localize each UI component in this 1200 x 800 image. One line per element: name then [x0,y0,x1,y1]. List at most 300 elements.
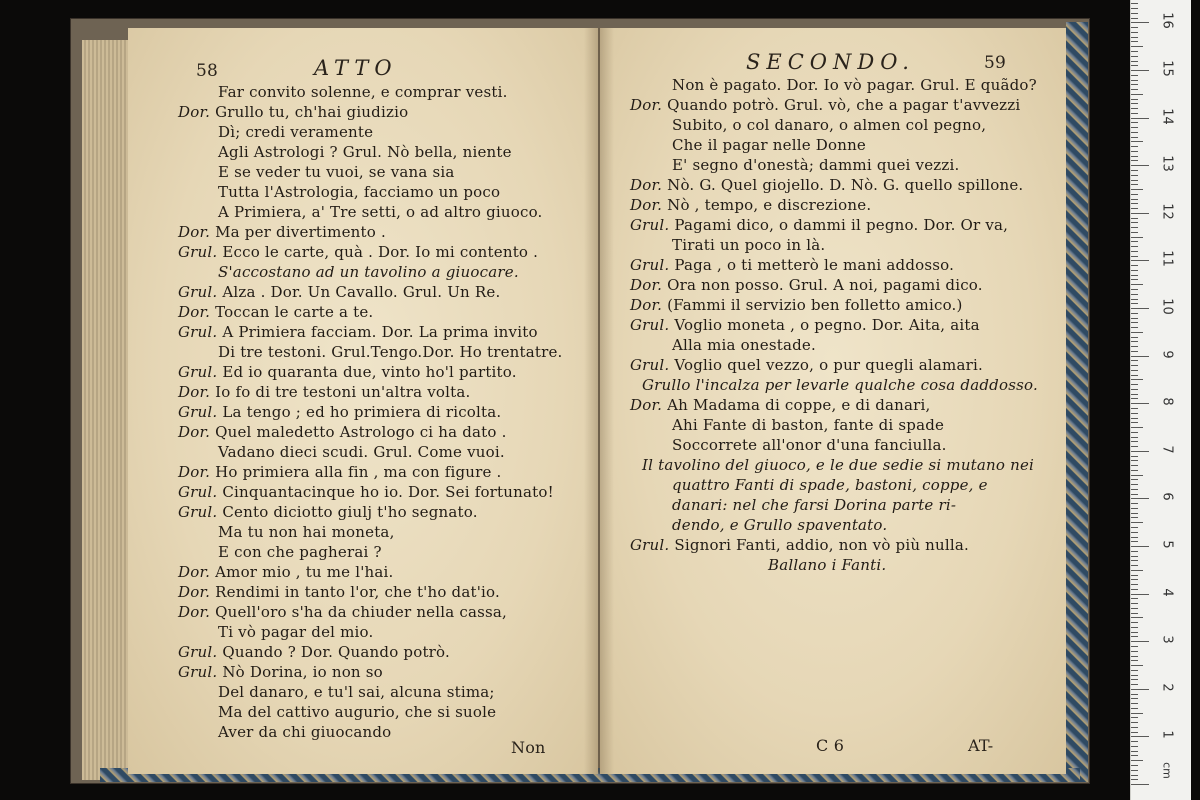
speaker-label: Dor. [178,463,211,481]
line-text: Ho primiera alla fin , ma con figure . [215,463,502,481]
ruler-tick [1131,265,1138,266]
line-text: Alza . Dor. Un Cavallo. Grul. Un Re. [222,283,501,301]
ruler-tick [1131,632,1138,633]
ruler-tick [1131,475,1143,476]
ruler-tick [1131,627,1138,628]
right-line-4 [672,135,866,155]
ruler-number: 11 [1159,250,1175,268]
ruler-tick [1131,322,1138,323]
ruler-tick [1131,222,1138,223]
speaker-label: Dor. [630,176,663,194]
ruler-tick [1131,8,1138,9]
ruler-tick [1131,665,1143,666]
line-text: Quando ? Dor. Quando potrò. [222,643,450,661]
ruler-tick [1131,199,1138,200]
ruler-tick [1131,270,1138,271]
ruler-tick [1131,132,1138,133]
ruler-tick [1131,337,1138,338]
line-text: Che il pagar nelle Donne [672,136,867,154]
ruler-tick [1131,37,1138,38]
ruler-tick [1131,670,1138,671]
ruler-number: 7 [1159,445,1175,454]
left-line-8 [178,222,386,242]
ruler-tick [1131,717,1138,718]
speaker-label: Dor. [178,423,211,441]
left-line-21 [178,482,554,502]
ruler-tick [1131,775,1138,776]
ruler-tick [1131,313,1138,314]
line-text: Tutta l'Astrologia, facciamo un poco [218,183,501,201]
line-text: Soccorrete all'onor d'una fanciulla. [672,436,947,454]
line-text: Paga , o ti metterò le mani addosso. [674,256,955,274]
speaker-label: Grul. [630,356,670,374]
ruler-tick [1131,165,1149,166]
right-line-2 [630,95,1020,115]
ruler-tick [1131,260,1149,261]
ruler-tick [1131,446,1138,447]
speaker-label: Dor. [630,96,663,114]
speaker-label: Dor. [178,603,211,621]
ruler-tick [1131,94,1143,95]
ruler-tick [1131,332,1143,333]
ruler-tick [1131,537,1138,538]
ruler-number: 2 [1159,683,1175,692]
ruler-tick [1131,698,1138,699]
line-text: Ed io quaranta due, vinto ho'l partito. [222,363,517,381]
line-text: danari: nel che farsi Dorina parte ri- [672,496,957,514]
ruler-tick [1131,703,1138,704]
ruler-tick [1131,384,1138,385]
ruler-tick [1131,279,1138,280]
ruler-tick [1131,560,1138,561]
ruler-tick [1131,494,1138,495]
ruler-tick [1131,441,1138,442]
line-text: Nò , tempo, e discrezione. [667,196,872,214]
ruler-tick [1131,546,1149,547]
ruler-tick [1131,180,1138,181]
speaker-label: Grul. [178,643,218,661]
line-text: Vadano dieci scudi. Grul. Come vuoi. [218,443,505,461]
ruler-tick [1131,679,1138,680]
right-line-5 [672,155,959,175]
speaker-label: Grul. [178,363,218,381]
right-line-14 [672,335,816,355]
ruler-tick [1131,608,1138,609]
line-text: Signori Fanti, addio, non vò più nulla. [674,536,969,554]
ruler-tick [1131,294,1138,295]
right-line-17 [630,395,930,415]
ruler-tick [1131,651,1138,652]
line-text: Ma del cattivo augurio, che si suole [218,703,497,721]
ruler-tick [1131,484,1138,485]
speaker-label: Grul. [178,323,218,341]
ruler-tick [1131,32,1138,33]
ruler-tick [1131,613,1138,614]
line-text: Quel maledetto Astrologo ci ha dato . [215,423,507,441]
line-text: Ora non posso. Grul. A noi, pagami dico. [667,276,983,294]
line-text: Del danaro, e tu'l sai, alcuna stima; [218,683,495,701]
ruler-tick [1131,41,1138,42]
ruler-tick [1131,218,1138,219]
ruler-tick [1131,156,1138,157]
ruler-tick [1131,65,1138,66]
line-text: Nò. G. Quel giojello. D. Nò. G. quello spillone. [667,176,1024,194]
ruler-tick [1131,194,1138,195]
ruler-number: 6 [1159,492,1175,502]
speaker-label: Grul. [178,483,218,501]
right-line-21 [672,475,988,495]
speaker-label: Dor. [178,303,211,321]
ruler-tick [1131,251,1138,252]
ruler-number: 16 [1159,12,1175,30]
right-page-number: 59 [984,53,1007,73]
ruler-tick [1131,551,1138,552]
speaker-label: Grul. [630,256,670,274]
ruler-tick [1131,565,1138,566]
line-text: Far convito solenne, e comprar vesti. [218,83,508,101]
ruler-tick [1131,113,1138,114]
ruler-tick [1131,579,1138,580]
left-line-7 [218,202,543,222]
ruler-tick [1131,318,1138,319]
ruler-tick [1131,118,1149,119]
ruler-tick [1131,479,1138,480]
left-line-10 [218,262,519,282]
marbled-cover-right [1066,22,1088,782]
ruler-tick [1131,432,1138,433]
ruler-tick [1131,675,1138,676]
ruler-tick [1131,779,1138,780]
speaker-label: Grul. [178,243,218,261]
ruler-tick [1131,284,1143,285]
right-line-12 [630,295,963,315]
ruler-tick [1131,403,1149,404]
line-text: Alla mia onestade. [672,336,816,354]
line-text: Agli Astrologi ? Grul. Nò bella, niente [218,143,512,161]
line-text: Ah Madama di coppe, e di danari, [667,396,931,414]
ruler-tick [1131,346,1138,347]
ruler-tick [1131,770,1138,771]
right-line-18 [672,415,944,435]
ruler-tick [1131,617,1143,618]
ruler-tick [1131,760,1143,761]
line-text: Quell'oro s'ha da chiuder nella cassa, [215,603,508,621]
ruler-number: 3 [1159,635,1175,644]
ruler-tick [1131,246,1138,247]
ruler-tick [1131,27,1138,28]
ruler-tick [1131,327,1138,328]
ruler-number: 1 [1159,730,1175,740]
right-line-22 [672,495,956,515]
ruler-tick [1131,275,1138,276]
left-line-9 [178,242,538,262]
ruler-tick [1131,189,1143,190]
line-text: Ma per divertimento . [215,223,386,241]
ruler-tick [1131,584,1138,585]
ruler-tick [1131,755,1138,756]
ruler-tick [1131,751,1138,752]
ruler-tick [1131,370,1138,371]
right-line-20 [642,455,1034,475]
ruler-tick [1131,732,1138,733]
speaker-label: Dor. [178,563,211,581]
ruler-number: 12 [1159,203,1175,220]
ruler-number: 9 [1159,349,1175,359]
ruler-tick [1131,727,1138,728]
right-line-25 [768,555,886,575]
line-text: Voglio quel vezzo, o pur quegli alamari. [674,356,983,374]
right-line-1 [672,75,1037,95]
line-text: Di tre testoni. Grul.Tengo.Dor. Ho trentatre. [218,343,563,361]
book-gutter [584,28,614,774]
ruler-tick [1131,470,1138,471]
line-text: Ti vò pagar del mio. [218,623,374,641]
line-text: Cento diciotto giulj t'ho segnato. [222,503,478,521]
line-text: Ecco le carte, quà . Dor. Io mi contento . [222,243,539,261]
ruler-tick [1131,736,1149,737]
ruler-tick [1131,122,1138,123]
speaker-label: Dor. [178,583,211,601]
ruler-tick [1131,227,1138,228]
speaker-label: Grul. [630,216,670,234]
line-text: Subito, o col danaro, o almen col pegno, [672,116,987,134]
ruler-tick [1131,713,1143,714]
ruler-tick [1131,413,1138,414]
left-line-6 [218,182,500,202]
ruler-number: 15 [1159,60,1175,77]
ruler-tick [1131,175,1138,176]
ruler-tick [1131,598,1138,599]
ruler-tick [1131,451,1149,452]
ruler-tick [1131,594,1149,595]
right-line-23 [672,515,887,535]
right-line-16 [642,375,1038,395]
ruler-tick [1131,203,1138,204]
line-text: Non è pagato. Dor. Io vò pagar. Grul. E quãdo? [672,76,1037,94]
ruler-tick [1131,341,1138,342]
line-text: Ballano i Fanti. [768,556,887,574]
speaker-label: Grul. [178,503,218,521]
left-line-22 [178,502,478,522]
ruler-tick [1131,741,1138,742]
left-line-1 [218,82,508,102]
ruler-tick [1131,589,1138,590]
line-text: (Fammi il servizio ben folletto amico.) [667,296,963,314]
right-line-11 [630,275,983,295]
ruler-tick [1131,256,1138,257]
ruler-tick [1131,56,1138,57]
measurement-ruler [1130,0,1191,800]
speaker-label: Dor. [178,103,211,121]
line-text: Ma tu non hai moneta, [218,523,395,541]
right-line-24 [630,535,969,555]
ruler-number: 10 [1159,298,1175,315]
ruler-tick [1131,722,1138,723]
ruler-tick [1131,408,1138,409]
ruler-tick [1131,208,1138,209]
ruler-tick [1131,694,1138,695]
left-line-32 [218,702,496,722]
ruler-tick [1131,289,1138,290]
ruler-tick [1131,46,1143,47]
line-text: A Primiera facciam. Dor. La prima invito [222,323,538,341]
ruler-tick [1131,575,1138,576]
left-line-29 [178,642,450,662]
left-line-33 [218,722,391,742]
right-running-head: SECONDO. [746,50,915,74]
left-line-26 [178,582,500,602]
ruler-tick [1131,765,1138,766]
ruler-tick [1131,103,1138,104]
ruler-tick [1131,84,1138,85]
ruler-tick [1131,299,1138,300]
ruler-number: 13 [1159,155,1175,172]
left-line-25 [178,562,394,582]
ruler-tick [1131,160,1138,161]
ruler-tick [1131,389,1138,390]
speaker-label: Dor. [178,383,211,401]
speaker-label: Grul. [178,283,218,301]
line-text: Voglio moneta , o pegno. Dor. Aita, aita [674,316,980,334]
ruler-tick [1131,646,1138,647]
line-text: Ahi Fante di baston, fante di spade [672,416,945,434]
line-text: quattro Fanti di spade, bastoni, coppe, e [672,476,988,494]
left-line-12 [178,302,373,322]
right-line-10 [630,255,954,275]
ruler-tick [1131,636,1138,637]
line-text: La tengo ; ed ho primiera di ricolta. [222,403,502,421]
ruler-tick [1131,99,1138,100]
left-line-28 [218,622,373,642]
ruler-tick [1131,141,1143,142]
ruler-tick [1131,522,1143,523]
speaker-label: Grul. [178,663,218,681]
ruler-tick [1131,527,1138,528]
ruler-tick [1131,151,1138,152]
left-line-20 [178,462,502,482]
ruler-tick [1131,427,1143,428]
right-page [600,28,1066,774]
line-text: Quando potrò. Grul. vò, che a pagar t'avvezzi [667,96,1021,114]
ruler-tick [1131,437,1138,438]
speaker-label: Dor. [630,276,663,294]
ruler-tick [1131,75,1138,76]
ruler-tick [1131,503,1138,504]
speaker-label: Dor. [630,196,663,214]
ruler-tick [1131,80,1138,81]
left-line-30 [178,662,383,682]
ruler-tick [1131,641,1149,642]
line-text: E' segno d'onestà; dammi quei vezzi. [672,156,960,174]
ruler-tick [1131,70,1149,71]
ruler-tick [1131,137,1138,138]
speaker-label: Dor. [630,296,663,314]
ruler-tick [1131,418,1138,419]
line-text: E se veder tu vuoi, se vana sia [218,163,455,181]
speaker-label: Grul. [630,316,670,334]
ruler-tick [1131,784,1149,785]
left-line-23 [218,522,395,542]
right-line-6 [630,175,1023,195]
ruler-tick [1131,489,1138,490]
ruler-tick [1131,532,1138,533]
ruler-tick [1131,170,1138,171]
left-line-27 [178,602,507,622]
ruler-tick [1131,365,1138,366]
line-text: Grullo l'incalza per levarle qualche cosa daddosso. [642,376,1038,394]
ruler-tick [1131,603,1138,604]
right-line-19 [672,435,947,455]
ruler-tick [1131,513,1138,514]
ruler-tick [1131,13,1138,14]
ruler-tick [1131,51,1138,52]
right-line-15 [630,355,983,375]
left-line-14 [218,342,563,362]
ruler-tick [1131,508,1138,509]
line-text: E con che pagherai ? [218,543,382,561]
left-line-3 [218,122,373,142]
ruler-tick [1131,61,1138,62]
right-catchword: AT- [968,736,994,755]
line-text: Dì; credi veramente [218,123,374,141]
line-text: Toccan le carte a te. [215,303,374,321]
ruler-tick [1131,232,1138,233]
line-text: Io fo di tre testoni un'altra volta. [215,383,471,401]
ruler-tick [1131,308,1149,309]
ruler-tick [1131,541,1138,542]
right-line-9 [672,235,825,255]
ruler-tick [1131,303,1138,304]
line-text: Aver da chi giuocando [218,723,392,741]
right-line-13 [630,315,980,335]
ruler-number: 8 [1159,397,1175,406]
ruler-tick [1131,146,1138,147]
ruler-tick [1131,622,1138,623]
left-line-19 [218,442,505,462]
ruler-tick [1131,394,1138,395]
right-line-3 [672,115,986,135]
page-edges [82,40,132,780]
left-line-5 [218,162,455,182]
ruler-tick [1131,127,1138,128]
line-text: Pagami dico, o dammi il pegno. Dor. Or va, [674,216,1009,234]
ruler-tick [1131,465,1138,466]
ruler-tick [1131,108,1138,109]
left-line-4 [218,142,512,162]
left-line-16 [178,382,470,402]
ruler-tick [1131,660,1138,661]
ruler-tick [1131,18,1138,19]
ruler-tick [1131,708,1138,709]
line-text: Grullo tu, ch'hai giudizio [215,103,409,121]
speaker-label: Dor. [630,396,663,414]
ruler-tick [1131,22,1149,23]
ruler-tick [1131,460,1138,461]
ruler-tick [1131,89,1138,90]
left-line-31 [218,682,495,702]
ruler-tick [1131,351,1138,352]
ruler-tick [1131,375,1138,376]
left-line-2 [178,102,408,122]
left-line-24 [218,542,382,562]
speaker-label: Grul. [630,536,670,554]
ruler-tick [1131,241,1138,242]
line-text: dendo, e Grullo spaventato. [672,516,888,534]
ruler-tick [1131,456,1138,457]
ruler-tick [1131,517,1138,518]
ruler-tick [1131,360,1138,361]
ruler-tick [1131,746,1138,747]
